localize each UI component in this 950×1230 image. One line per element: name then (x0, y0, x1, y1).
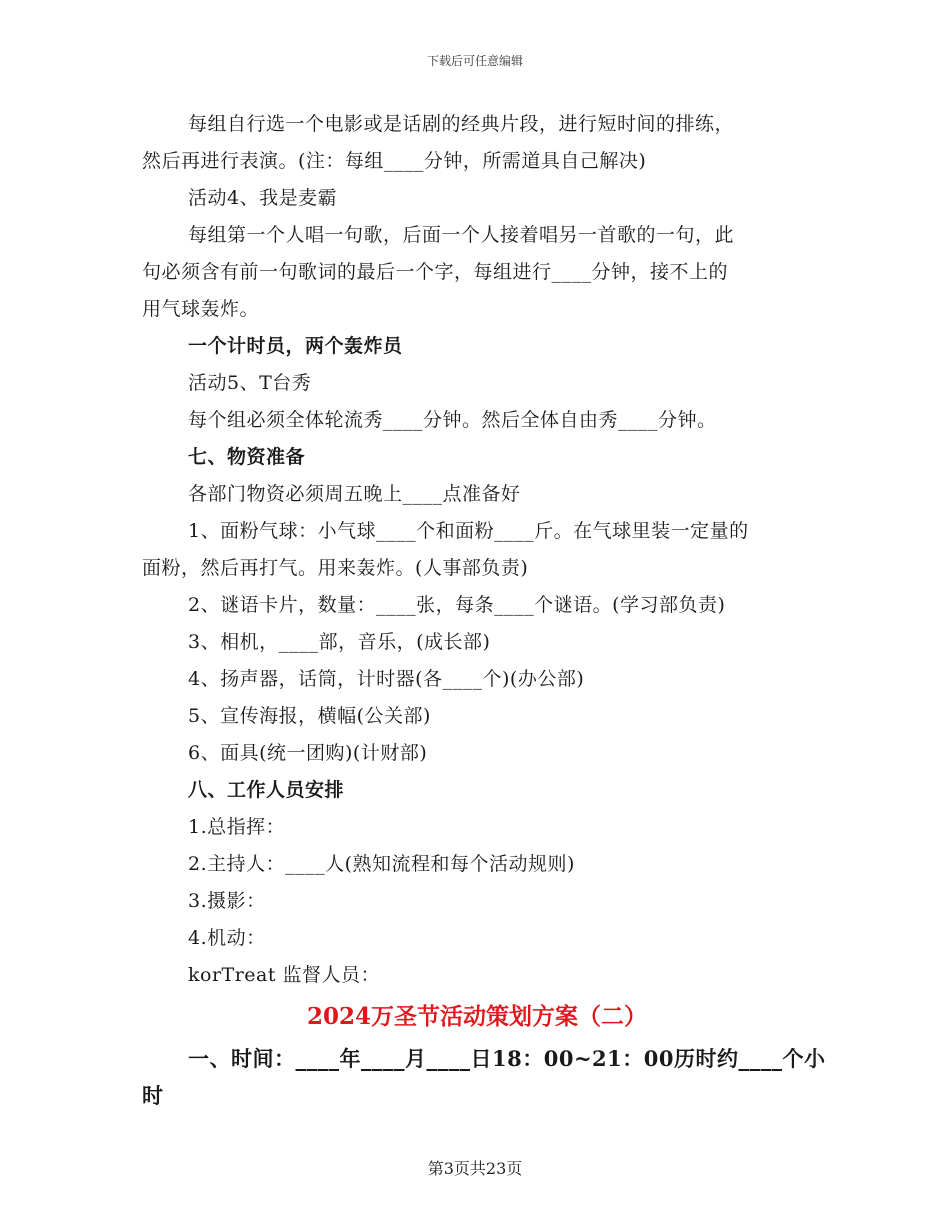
time-line-continued: 时 (142, 1083, 164, 1108)
list-item: 5、宣传海报，横幅(公关部) (188, 705, 431, 727)
list-item: 2、谜语卡片，数量：____张，每条____个谜语。(学习部负责) (188, 594, 726, 616)
list-item: 1、面粉气球：小气球____个和面粉____斤。在气球里装一定量的 (188, 520, 749, 542)
list-item: 3.摄影： (188, 890, 266, 912)
section-heading: 七、物资准备 (188, 446, 306, 468)
list-item: 6、面具(统一团购)(计财部) (188, 742, 428, 764)
list-item: 4、扬声器，话筒，计时器(各____个)(办公部) (188, 668, 585, 690)
section-heading: 八、工作人员安排 (188, 779, 345, 801)
page-header: 下载后可任意编辑 (426, 54, 523, 68)
paragraph-line: 用气球轰炸。 (142, 298, 260, 320)
paragraph-line: 然后再进行表演。(注：每组____分钟，所需道具自己解决) (142, 150, 647, 172)
section-title: 2024万圣节活动策划方案（二） (306, 1003, 647, 1030)
time-line: 一、时间：____年____月____日18：00~21：00历时约____个小 (188, 1046, 826, 1071)
list-item: 4.机动： (188, 927, 266, 949)
paragraph-line: 句必须含有前一句歌词的最后一个字，每组进行____分钟，接不上的 (142, 261, 729, 283)
activity-heading: 活动4、我是麦霸 (188, 187, 338, 209)
staff-note: 一个计时员，两个轰炸员 (188, 335, 403, 357)
paragraph-line: 每组自行选一个电影或是话剧的经典片段，进行短时间的排练， (188, 113, 735, 135)
paragraph-line: 各部门物资必须周五晚上____点准备好 (188, 483, 521, 505)
page-footer: 第3页共23页 (427, 1159, 523, 1178)
list-item: korTreat 监督人员： (188, 964, 381, 986)
paragraph-line: 每个组必须全体轮流秀____分钟。然后全体自由秀____分钟。 (188, 409, 717, 431)
list-item: 2.主持人：____人(熟知流程和每个活动规则) (188, 853, 575, 875)
paragraph-line: 每组第一个人唱一句歌，后面一个人接着唱另一首歌的一句，此 (188, 224, 735, 246)
list-item: 3、相机，____部，音乐，(成长部) (188, 631, 491, 653)
list-item-continued: 面粉，然后再打气。用来轰炸。(人事部负责) (142, 557, 529, 579)
activity-heading: 活动5、T台秀 (188, 372, 312, 394)
list-item: 1.总指挥： (188, 816, 286, 838)
